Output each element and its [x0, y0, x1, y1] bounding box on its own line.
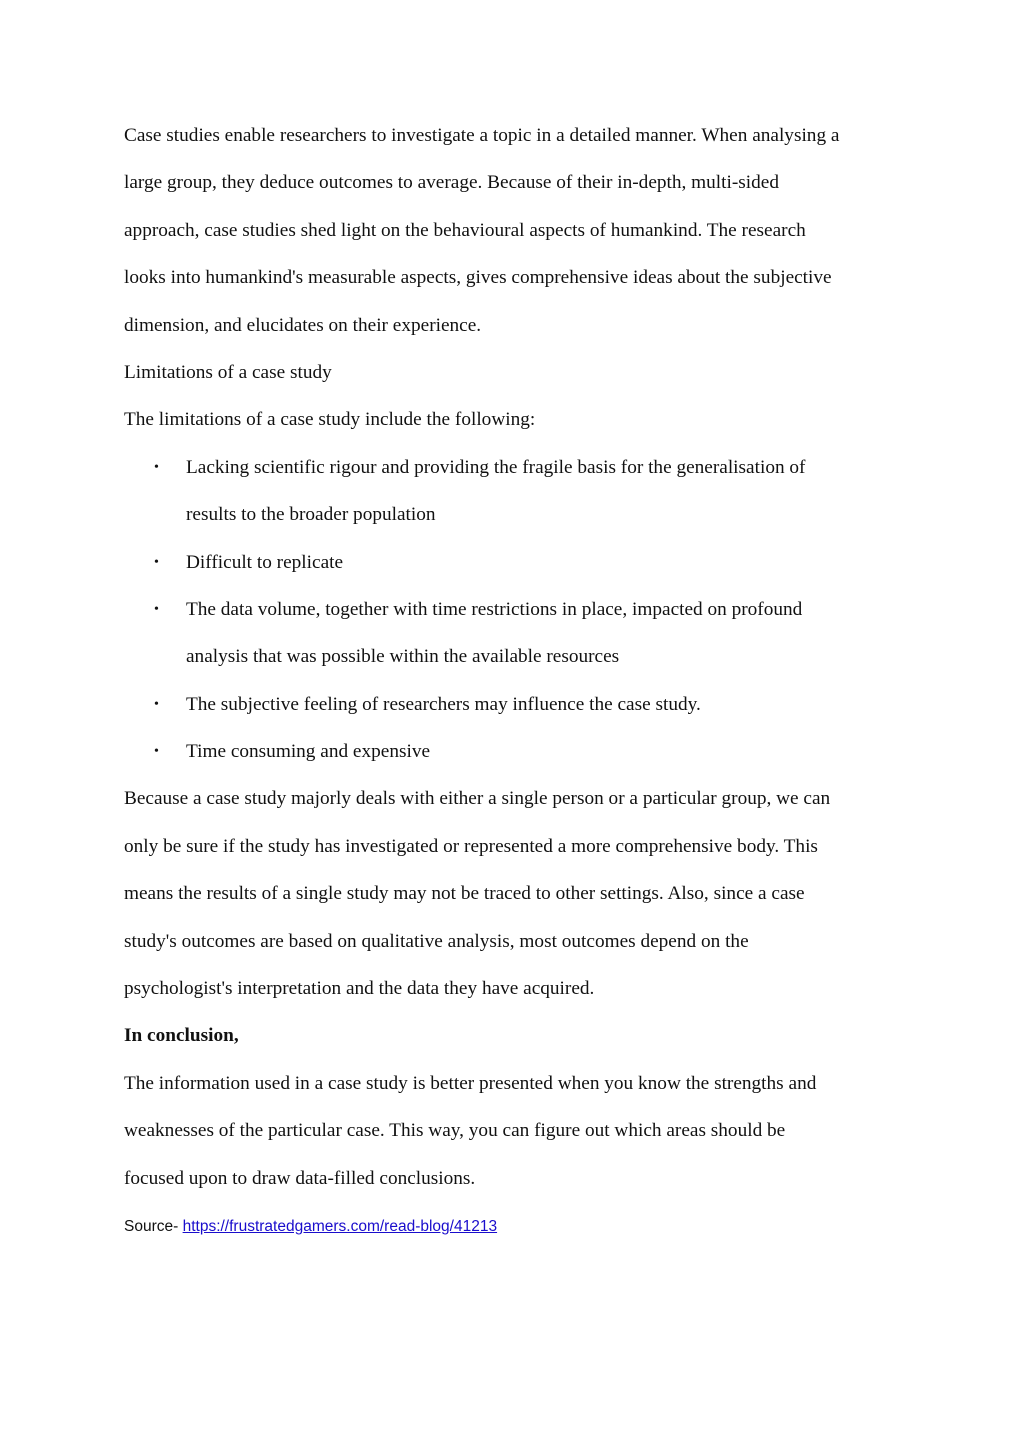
limitations-lead: The limitations of a case study include the following:	[124, 409, 536, 431]
source-label: Source-	[124, 1217, 183, 1235]
list-item-text: analysis that was possible within the available resources	[186, 646, 620, 668]
list-item-text: Time consuming and expensive	[186, 741, 431, 763]
list-item	[124, 681, 904, 728]
list-item-text: The data volume, together with time restrictions in place, impacted on profound	[186, 598, 803, 620]
bullet-icon: •	[154, 696, 159, 712]
bullet-icon: •	[154, 554, 159, 570]
conclusion-line: focused upon to draw data-filled conclusions.	[124, 1167, 476, 1189]
list-item	[124, 586, 904, 681]
list-item	[124, 728, 904, 775]
bullet-icon: •	[154, 744, 159, 760]
intro-line: dimension, and elucidates on their experience.	[124, 314, 482, 336]
source-citation	[124, 1202, 904, 1249]
intro-line: Case studies enable researchers to investigate a topic in a detailed manner. When analysing a	[124, 125, 840, 146]
list-item-text: results to the broader population	[186, 504, 436, 526]
body-paragraph	[124, 775, 904, 1012]
body-line: Because a case study majorly deals with either a single person or a particular group, we can	[124, 788, 831, 810]
limitations-heading: Limitations of a case study	[124, 361, 332, 383]
list-item-text: Difficult to replicate	[186, 551, 344, 573]
conclusion-heading: In conclusion,	[124, 1025, 239, 1047]
conclusion-line: weaknesses of the particular case. This way, you can figure out which areas should be	[124, 1120, 786, 1142]
list-item	[124, 539, 904, 586]
body-line: means the results of a single study may not be traced to other settings. Also, since a case	[124, 883, 805, 905]
conclusion-line: The information used in a case study is better presented when you know the strengths and	[124, 1072, 817, 1094]
intro-line: looks into humankind's measurable aspects, gives comprehensive ideas about the subjective	[124, 267, 832, 289]
intro-line: large group, they deduce outcomes to average. Because of their in-depth, multi-sided	[124, 172, 779, 194]
list-item	[124, 444, 904, 539]
source-link[interactable]: https://frustratedgamers.com/read-blog/41213	[182, 1217, 498, 1235]
conclusion-paragraph	[124, 1060, 904, 1202]
document-body	[124, 112, 904, 1249]
list-item-text: Lacking scientific rigour and providing the fragile basis for the generalisation of	[186, 456, 806, 478]
bullet-icon: •	[154, 601, 159, 617]
body-line: study's outcomes are based on qualitative analysis, most outcomes depend on the	[124, 930, 749, 952]
limitations-list	[124, 444, 904, 776]
intro-paragraph	[124, 112, 904, 349]
bullet-icon: •	[154, 459, 159, 475]
body-line: psychologist's interpretation and the data they have acquired.	[124, 978, 595, 1000]
body-line: only be sure if the study has investigated or represented a more comprehensive body. This	[124, 835, 818, 857]
intro-line: approach, case studies shed light on the behavioural aspects of humankind. The research	[124, 219, 806, 241]
list-item-text: The subjective feeling of researchers may influence the case study.	[186, 693, 701, 715]
